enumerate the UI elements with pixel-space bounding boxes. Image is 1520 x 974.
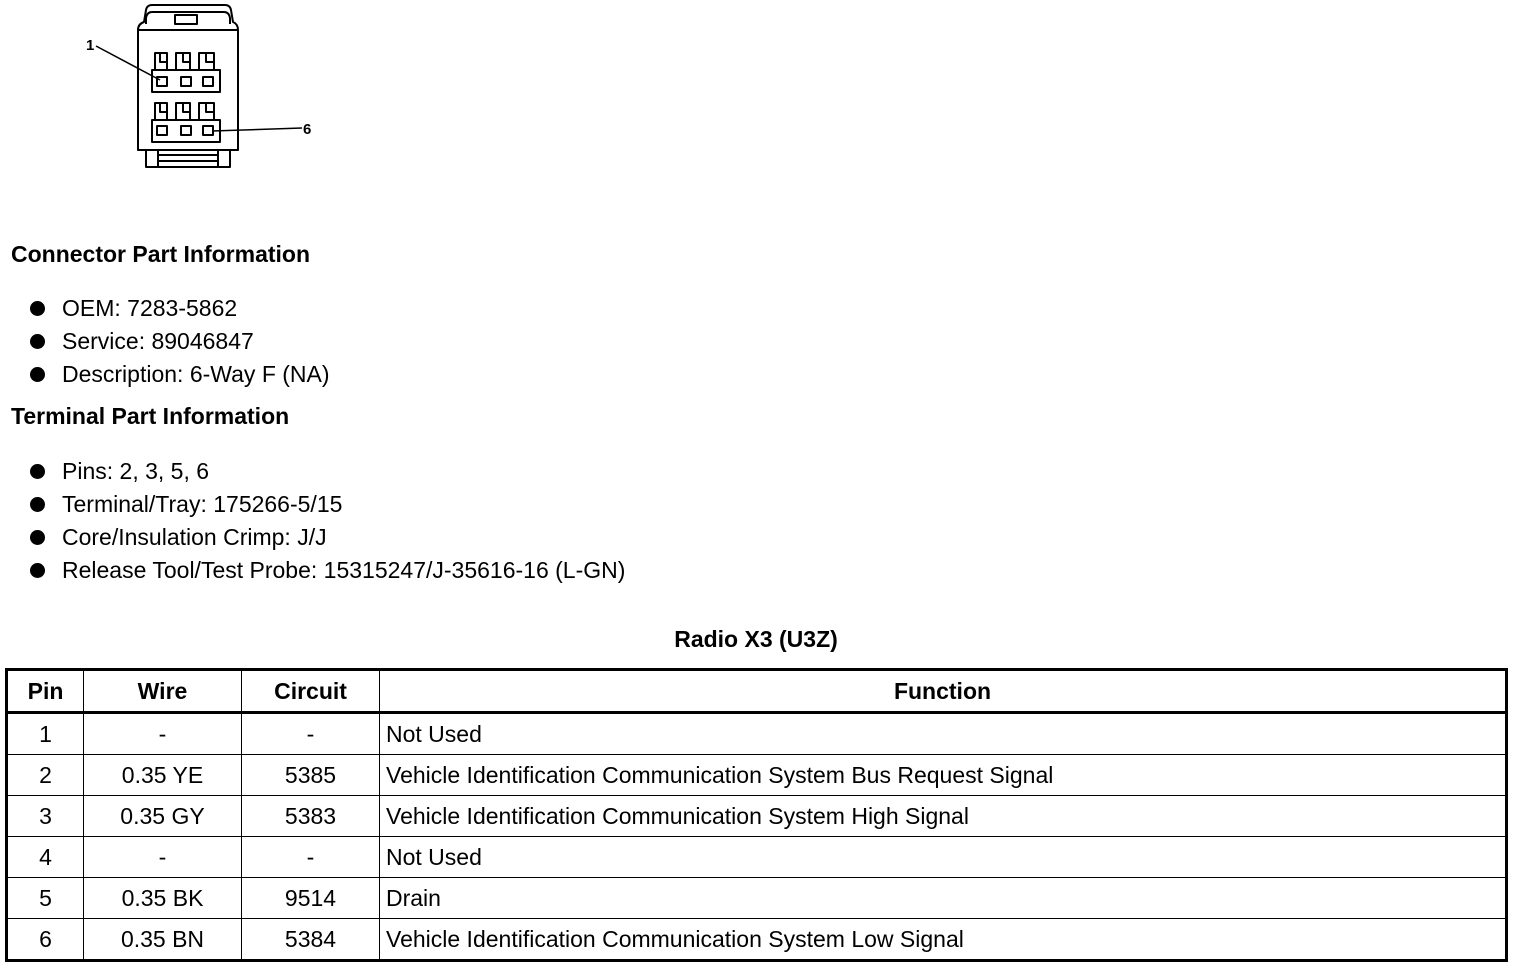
cell-wire: 0.35 YE	[84, 755, 242, 796]
table-row	[7, 755, 1507, 796]
cell-circuit: 5384	[242, 919, 380, 961]
cell-pin: 5	[7, 878, 84, 919]
connector-diagram	[0, 0, 340, 180]
cell-pin: 6	[7, 919, 84, 961]
cell-function: Vehicle Identification Communication System Low Signal	[380, 919, 1507, 961]
table-header-row	[7, 670, 1507, 713]
cell-function: Not Used	[380, 713, 1507, 755]
connector-inner-outline	[146, 12, 230, 24]
callout-6-leader	[212, 128, 302, 131]
table-title: Radio X3 (U3Z)	[674, 626, 838, 652]
callout-1-leader	[96, 46, 160, 80]
cell-wire: 0.35 GY	[84, 796, 242, 837]
list-item: Terminal/Tray: 175266-5/15	[12, 488, 625, 521]
cell-circuit: 5383	[242, 796, 380, 837]
connector-top-slot	[175, 15, 197, 24]
cell-circuit: 5385	[242, 755, 380, 796]
table-row	[7, 837, 1507, 878]
cell-function: Drain	[380, 878, 1507, 919]
cell-circuit: -	[242, 837, 380, 878]
list-item: Service: 89046847	[12, 325, 330, 358]
column-header-pin: Pin	[7, 670, 84, 713]
list-item: Description: 6-Way F (NA)	[12, 358, 330, 391]
cell-function: Vehicle Identification Communication System Bus Request Signal	[380, 755, 1507, 796]
cell-function: Not Used	[380, 837, 1507, 878]
callout-6-label: 6	[303, 121, 312, 138]
list-item: Release Tool/Test Probe: 15315247/J-35616-16 (L-GN)	[12, 554, 625, 587]
list-item: Core/Insulation Crimp: J/J	[12, 521, 625, 554]
cell-circuit: -	[242, 713, 380, 755]
cell-wire: 0.35 BK	[84, 878, 242, 919]
pinout-table	[5, 668, 1508, 962]
list-item: OEM: 7283-5862	[12, 292, 330, 325]
table-row	[7, 878, 1507, 919]
connector-part-info-heading: Connector Part Information	[11, 241, 311, 267]
cell-wire: -	[84, 837, 242, 878]
cell-pin: 3	[7, 796, 84, 837]
column-header-wire: Wire	[84, 670, 242, 713]
cavity-row-bottom	[152, 103, 220, 142]
cell-wire: -	[84, 713, 242, 755]
column-header-function: Function	[380, 670, 1507, 713]
cell-pin: 1	[7, 713, 84, 755]
cell-circuit: 9514	[242, 878, 380, 919]
list-item: Pins: 2, 3, 5, 6	[12, 455, 625, 488]
cell-function: Vehicle Identification Communication System High Signal	[380, 796, 1507, 837]
table-row	[7, 919, 1507, 961]
connector-part-info-list	[12, 292, 330, 391]
terminal-part-info-list	[12, 455, 625, 587]
table-row	[7, 713, 1507, 755]
cavity-row-top	[152, 53, 220, 92]
callout-1-label: 1	[86, 37, 95, 54]
cell-pin: 4	[7, 837, 84, 878]
cell-pin: 2	[7, 755, 84, 796]
terminal-part-info-heading: Terminal Part Information	[11, 403, 290, 429]
cell-wire: 0.35 BN	[84, 919, 242, 961]
column-header-circuit: Circuit	[242, 670, 380, 713]
table-row	[7, 796, 1507, 837]
